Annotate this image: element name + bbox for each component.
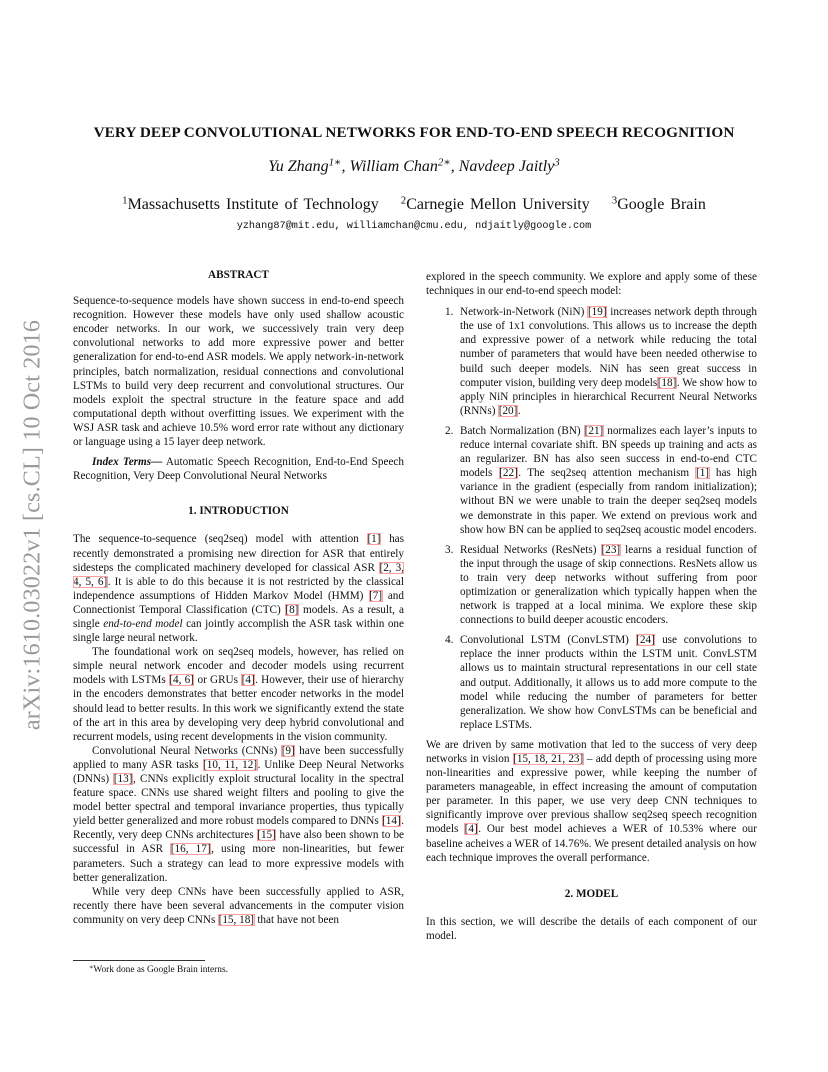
text-run: Residual Networks (ResNets) [460, 543, 601, 556]
citation-link[interactable]: [14] [382, 815, 401, 828]
text-run: use convolutions to replace the inner products within the LSTM unit. ConvLSTM allows us to maintain structural representations in our cell state and output. Additionally, it allows us to add more compute to the model while reducing the number of parameters for better generalization. We show how ConvLSTMs can be beneficial and replace LSTMs. [460, 634, 758, 731]
arxiv-stamp-text: arXiv:1610.03022v1 [cs.CL] 10 Oct 2016 [19, 319, 46, 731]
text-run: normalizes each layer’s inputs to reduce internal covariate shift. BN speeds up training and acts as an regularizer. BN has also seen success in end-to-end CTC models [460, 424, 757, 480]
author-name: Navdeep Jaitly [458, 158, 555, 175]
intro-heading: 1. INTRODUCTION [188, 505, 289, 518]
citation-link[interactable]: [24] [636, 634, 655, 647]
index-terms-label: Index Terms— [92, 456, 163, 469]
abstract-text: Sequence-to-sequence models have shown success in end-to-end speech recognition. However these models have only used shallow acoustic encoder networks. In our work, we successively train very deep convolutional networks to add more expressive power and better generalization for end-to-end ASR models. We apply network-in-network principles, batch normalization, residual connections and convolutional LSTMs to build very deep recurrent and convolutional structures. Our models exploit the spectral structure in the feature space and add computational depth without overfitting issues. We experiment with the WSJ ASR task and achieve 10.5% word error rate without any dictionary or language using a 15 layer deep network. [73, 295, 404, 449]
text-run: . [517, 404, 521, 417]
right-column [426, 270, 757, 943]
text-run: – add depth of processing using more non-linearities and expressive power, while keeping the number of parameters manageable, in effect increasing the amount of computation per parameter. In this paper, we use very deep CNN techniques to significantly improve over previous shallow seq2seq speech recognition models [426, 753, 758, 836]
intro-paragraph-4 [73, 885, 404, 927]
citation-link[interactable]: [9] [281, 744, 295, 757]
intro-paragraph-3 [73, 744, 404, 885]
text-run: has recently demonstrated a promising new direction for ASR that entirely sidesteps the complicated machinery developed for classical ASR [73, 533, 404, 574]
footnote-rule [73, 960, 205, 961]
text-run: While very deep CNNs have been successfully applied to ASR, recently there have been several advancements in the computer vision community on very deep CNNs [73, 885, 404, 926]
citation-link[interactable]: [13] [113, 773, 133, 785]
text-run: have been successfully applied to many ASR tasks [73, 744, 404, 771]
text-run: Convolutional LSTM (ConvLSTM) [460, 634, 636, 647]
text-run: . Unlike Deep Neural Networks (DNNs) [73, 758, 404, 785]
list-item-number: 2. [445, 424, 454, 437]
citation-link[interactable]: [20] [498, 404, 518, 417]
citation-link[interactable]: [2, 3, 4, 5, 6] [73, 561, 404, 588]
citation-link[interactable]: [16, 17] [170, 843, 211, 856]
list-item [426, 424, 757, 537]
text-run: . Recently, very deep CNNs architectures [73, 815, 404, 842]
author-name: Yu Zhang [268, 158, 329, 175]
citation-link[interactable]: [10, 11, 12] [203, 758, 258, 771]
text-run: Batch Normalization (BN) [460, 424, 585, 437]
affiliation-name: Carnegie Mellon University [406, 196, 590, 213]
text-run: The foundational work on seq2seq models, however, has relied on simple neural network encoder and decoder models using recurrent models with LSTMs [73, 646, 404, 687]
intro-paragraph-2 [73, 645, 404, 744]
author-mark: 3 [554, 156, 560, 169]
text-run: . It is able to do this because it is not restricted by the classical independence assumptions of Hidden Markov Model (HMM) [73, 575, 404, 602]
text-run: increases network depth through the use of 1x1 convolutions. This allows us to increase the depth and expressive power of a network while reducing the total number of parameters that would have been needed otherwise to build such deeper models. NiN has seen great success in computer vision, building very deep models [460, 306, 757, 389]
author-list: Yu Zhang$^{1∗}$, William Chan$^{2∗}$, Navdeep Jaitly$^3$ [268, 156, 560, 175]
text-run: has high variance in the gradient (especially from random initialization); without BN we were unable to train the deeper seq2seq models we demonstrate in this paper. We extend on previous work and show how BN can be applied to seq2seq acoustic model encoders. [460, 467, 757, 536]
model-paragraph: In this section, we will describe the details of each component of our model. [426, 915, 757, 942]
affiliation-list [0, 196, 828, 214]
emphasis-text: end-to-end model [103, 617, 183, 630]
author-emails[interactable]: yzhang87@mit.edu, williamchan@cmu.edu, ndjaitly@google.com [236, 221, 592, 232]
text-run: have also been shown to be successful in ASR [73, 829, 405, 856]
citation-link[interactable]: [18] [657, 376, 677, 389]
citation-link[interactable]: [21] [584, 424, 604, 437]
text-run: and Connectionist Temporal Classification (CTC) [73, 589, 404, 616]
text-run: Network-in-Network (NiN) [460, 306, 588, 319]
text-run: . We show how to apply NiN principles in hierarchical Recurrent Neural Networks (RNNs) [460, 376, 758, 417]
list-item-number: 1. [445, 306, 454, 319]
index-terms-text: Automatic Speech Recognition, End-to-End Speech Recognition, Very Deep Convolutional Neural Networks [73, 456, 404, 483]
text-run: . However, their use of hierarchy in the encoders demonstrates that better encoder networks in the model should lead to better results. In this work we significantly extend the state of the art in this area by developing very deep hybrid convolutional and recurrent models, using recent developments in the vision community. [73, 674, 404, 743]
text-run: Convolutional Neural Networks (CNNs) [92, 744, 282, 757]
citation-link[interactable]: [7] [369, 589, 383, 602]
footnote [73, 964, 413, 976]
model-heading: 2. MODEL [564, 887, 619, 900]
text-run: models. As a result, a single [73, 603, 404, 630]
text-run: , using more non-linearities, but fewer parameters. Such a strategy can lead to more expressive models with better generalization. [73, 843, 405, 884]
text-run: learns a residual function of the input through the usage of skip connections. ResNets allow us to train very deep networks without suffering from poor optimization or generalization which typically happen when the network is trapped at a local minima. We explore these skip connections to build deeper acoustic encoders. [460, 543, 758, 627]
text-run: can jointly accomplish the ASR task within one single large neural network. [73, 617, 404, 645]
right-intro-paragraph: explored in the speech community. We explore and apply some of these techniques in our end-to-end speech model: [426, 271, 757, 298]
affiliation-mark: 1 [122, 194, 128, 207]
citation-link[interactable]: [22] [499, 467, 518, 480]
footnote-text: Work done as Google Brain interns. [93, 965, 228, 975]
citation-link[interactable]: [4] [464, 823, 478, 836]
list-item [426, 305, 757, 418]
list-item [426, 543, 757, 628]
index-terms [73, 455, 404, 483]
affiliation-mark: 3 [611, 194, 618, 207]
text-run: or GRUs [194, 674, 242, 687]
text-run: , CNNs explicitly exploit structural locality in the spectral feature space. CNNs use shared weight filters and pooling to give the model better spectral and temporal invariance properties, thus typically yield better generalized and more robust models compared to DNNs [73, 773, 404, 828]
footnote-mark: ∗ [89, 963, 94, 971]
text-run: . Our best model achieves a WER of 10.53% where our baseline acheives a WER of 14.76%. We present detailed analysis on how each technique improves the overall performance. [426, 823, 757, 864]
citation-link[interactable]: [4] [241, 674, 255, 687]
intro-paragraph-1 [73, 532, 404, 645]
citation-link[interactable]: [15] [257, 829, 276, 842]
list-item-number: 4. [445, 634, 454, 647]
abstract-heading: ABSTRACT [208, 269, 269, 281]
text-run: that have not been [254, 913, 340, 926]
left-column [73, 268, 404, 927]
text-run: . The seq2seq attention mechanism [518, 467, 696, 480]
citation-link[interactable]: [23] [601, 543, 621, 556]
text-run: We are driven by same motivation that led to the success of very deep networks in vision [426, 738, 757, 765]
citation-link[interactable]: [15, 18, 21, 23] [513, 753, 584, 765]
affiliation-name: Google Brain [617, 196, 706, 213]
text-run: The sequence-to-sequence (seq2seq) model with attention [73, 533, 367, 546]
technique-list [426, 305, 757, 732]
affiliation-name: Massachusetts Institute of Technology [127, 196, 379, 213]
motivation-paragraph [426, 738, 757, 865]
author-mark: 2∗ [437, 156, 451, 169]
arxiv-stamp [18, 293, 48, 757]
author-mark: 1∗ [328, 156, 342, 169]
author-name: William Chan [349, 158, 438, 175]
citation-link[interactable]: [15, 18] [218, 913, 255, 926]
list-item-number: 3. [445, 543, 454, 556]
paper-title: VERY DEEP CONVOLUTIONAL NETWORKS FOR END-TO-END SPEECH RECOGNITION [93, 124, 735, 141]
citation-link[interactable]: [4, 6] [169, 674, 194, 687]
citation-link[interactable]: [1] [367, 533, 381, 546]
citation-link[interactable]: [19] [587, 306, 607, 319]
citation-link[interactable]: [1] [695, 467, 710, 480]
citation-link[interactable]: [8] [285, 603, 299, 616]
list-item [426, 633, 757, 732]
affiliation-mark: 2 [400, 194, 407, 207]
